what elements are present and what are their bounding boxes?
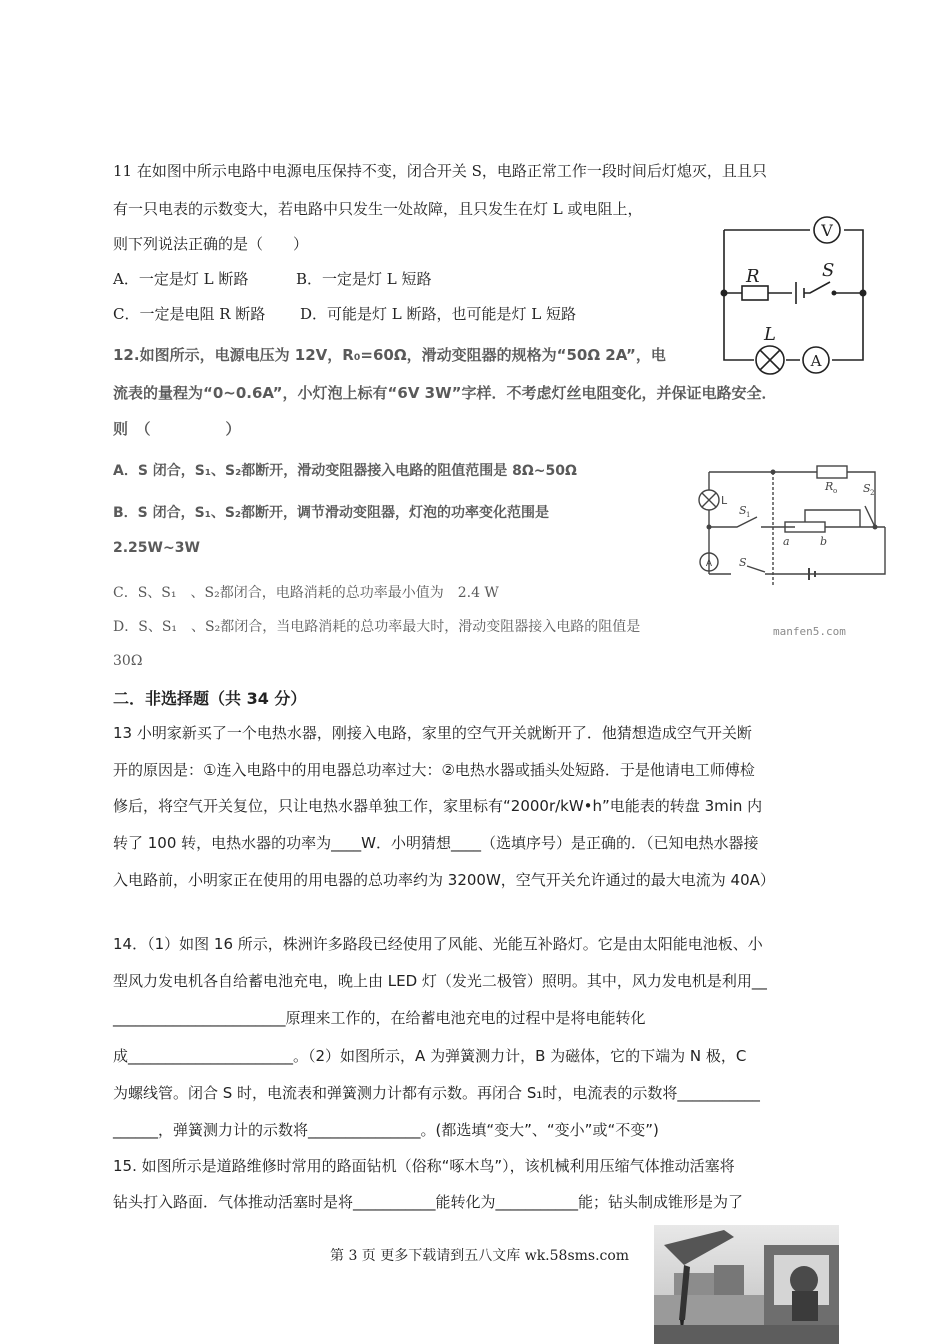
q12-junction-right (873, 525, 878, 530)
q12-fig-l: L (721, 494, 728, 507)
q15-line1: 15. 如图所示是道路维修时常用的路面钻机（俗称“啄木鸟”），该机械利用压缩气体推动活塞将 (113, 1157, 735, 1175)
q12-rheostat-wires (805, 510, 885, 527)
q12-fig-s: S (739, 556, 747, 569)
q14-line4: 成______________________。（2）如图所示，A 为弹簧测力计，B 为磁体，它的下端为 N 极，C (113, 1047, 747, 1065)
q11-junction-left (721, 290, 728, 297)
q11-option-b: B．一定是灯 L 短路 (296, 270, 432, 288)
q11-fig-l: L (764, 324, 776, 345)
q13-line2: 开的原因是：①连入电路中的用电器总功率过大：②电热水器或插头处短路．于是他请电工师傅检 (113, 761, 755, 779)
q11-switch-contact (832, 291, 837, 296)
q12-option-d-value: 30Ω (113, 653, 143, 669)
q11-lamp-cross (760, 350, 780, 370)
section2-title: 二．非选择题（共 34 分） (113, 689, 307, 708)
q12-option-d: D．S、S₁ 、S₂都闭合，当电路消耗的总功率最大时，滑动变阻器接入电路的阻值是 (113, 619, 641, 635)
q12-fig-s2: S (863, 482, 871, 495)
q11-circuit-diagram (718, 210, 868, 375)
q12-line3: 则 （ ） (113, 420, 241, 438)
q13-line1: 13 小明家新买了一个电热水器，刚接入电路，家里的空气开关就断开了．他猜想造成空气开关断 (113, 724, 752, 742)
q12-fig-ammeter-label: A (705, 559, 713, 569)
q12-option-b: B．S 闭合，S₁、S₂都断开，调节滑动变阻器，灯泡的功率变化范围是 (113, 505, 550, 521)
q12-fig-b: b (820, 535, 828, 548)
q12-fig-s1: S (739, 504, 747, 517)
q12-junction-top (771, 470, 776, 475)
q14-line3: _______________________原理来工作的，在给蓄电池充电的过程中是将电能转化 (113, 1009, 646, 1027)
q12-junction-left (707, 525, 712, 530)
q12-lamp-cross (702, 493, 716, 507)
q14-line6: ______，弹簧测力计的示数将_______________。(都选填“变大”、“变小”或“不变”) (113, 1121, 659, 1139)
road-drill-photo (654, 1225, 839, 1344)
q12-option-a: A．S 闭合，S₁、S₂都断开，滑动变阻器接入电路的阻值范围是 8Ω~50Ω (113, 463, 577, 479)
q12-left-wires (709, 472, 885, 574)
q12-top-wires (709, 472, 875, 527)
q12-circuit-diagram (685, 462, 895, 587)
q11-option-a: A．一定是灯 L 断路 (113, 270, 249, 288)
q12-fig-a: a (783, 535, 790, 548)
q11-option-d: D．可能是灯 L 断路，也可能是灯 L 短路 (300, 305, 577, 323)
q11-option-c: C．一定是电阻 R 断路 (113, 305, 266, 323)
q11-line2: 有一只电表的示数变大，若电路中只发生一处故障，且只发生在灯 L 或电阻上， (113, 200, 643, 218)
q15-line2: 钻头打入路面．气体推动活塞时是将___________能转化为___________能；钻头制成锥形是为了 (113, 1193, 744, 1211)
q14-line5: 为螺线管。闭合 S 时，电流表和弹簧测力计都有示数。再闭合 S₁时，电流表的示数将___________ (113, 1084, 760, 1102)
q11-fig-s: S (822, 260, 835, 281)
q11-resistor (742, 286, 768, 300)
q11-fig-v: V (821, 221, 833, 240)
q13-line3: 修后，将空气开关复位，只让电热水器单独工作，家里标有“2000r/kW•h”电能表的转盘 3min 内 (113, 797, 763, 815)
q12-option-b-range: 2.25W~3W (113, 540, 200, 556)
q14-line1: 14．（1）如图 16 所示，株洲许多路段已经使用了风能、光能互补路灯。它是由太阳能电池板、小 (113, 935, 763, 953)
q11-wires (724, 230, 863, 360)
q12-s1-branch (709, 517, 795, 527)
q13-line4: 转了 100 转，电热水器的功率为____W．小明猜想____（选填序号）是正确的．（已知电热水器接 (113, 834, 759, 852)
q12-resistor-r0 (817, 466, 847, 478)
q12-fig-r0-sub: o (833, 487, 838, 495)
q13-line5: 入电路前，小明家正在使用的用电器的总功率约为 3200W，空气开关允许通过的最大电流为 40A） (113, 871, 775, 889)
q12-fig-r0: R (825, 480, 834, 493)
q11-fig-r: R (746, 266, 760, 287)
page-footer: 第 3 页 更多下载请到五八文库 wk.58sms.com (330, 1248, 630, 1264)
q12-option-c: C．S、S₁ 、S₂都闭合，电路消耗的总功率最小值为 2.4 W (113, 585, 499, 601)
q11-fig-a: A (810, 352, 822, 370)
q11-line3: 则下列说法正确的是（ ） (113, 235, 309, 253)
watermark: manfen5.com (773, 625, 846, 638)
q12-fig-s2-sub: 2 (870, 489, 875, 497)
q11-line1: 11 在如图中所示电路中电源电压保持不变，闭合开关 S，电路正常工作一段时间后灯熄灭，且且只 (113, 162, 767, 180)
q12-line1: 12.如图所示，电源电压为 12V，R₀=60Ω，滑动变阻器的规格为“50Ω 2A”，电 (113, 346, 666, 364)
q14-line2: 型风力发电机各自给蓄电池充电，晚上由 LED 灯（发光二极管）照明。其中，风力发电机是利用__ (113, 972, 767, 990)
q12-fig-s1-sub: 1 (746, 511, 751, 519)
q12-line2: 流表的量程为“0~0.6A”，小灯泡上标有“6V 3W”字样．不考虑灯丝电阻变化，并保证电路安全． (113, 384, 777, 402)
q11-junction-right (860, 290, 867, 297)
